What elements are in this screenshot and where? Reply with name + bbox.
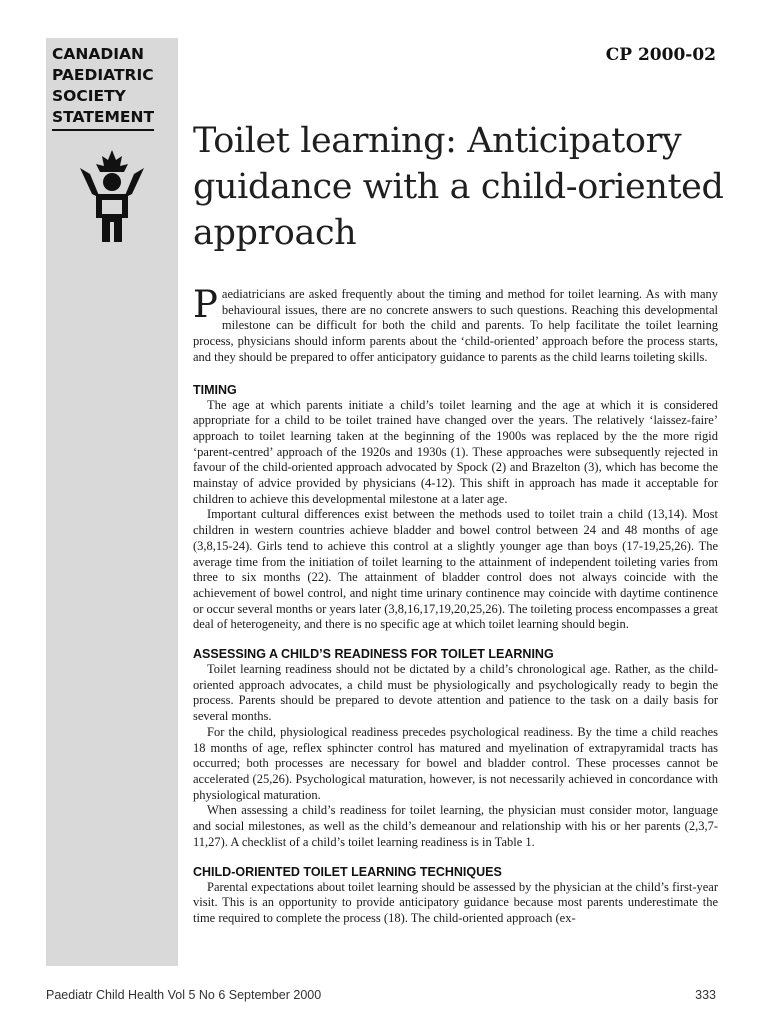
section-heading-techniques: CHILD-ORIENTED TOILET LEARNING TECHNIQUES [193, 864, 502, 879]
body-paragraph: Parental expectations about toilet learning should be assessed by the physician at the child’s first-year visit. This is an opportunity to provide anticipatory guidance because most parents underestimate the time required to complete the process (18). The child-oriented approach (ex- [193, 879, 718, 925]
section-heading-timing: TIMING [193, 382, 237, 397]
body-paragraph: When assessing a child’s readiness for toilet learning, the physician must consider motor, language and social milestones, as well as the child’s demeanour and relationship with his or her parents (2,3,7-11,27). A checklist of a child’s toilet learning readiness is in Table 1. [193, 803, 718, 849]
article-body [193, 283, 718, 927]
body-paragraph: Important cultural differences exist between the methods used to toilet train a child (13,14). Most children in western countries achieve bladder and bowel control between 24 and 48 months of age (3,8,15-24). Girls tend to achieve this control at a slightly younger age than boys (17-19,25,26). The average time from the initiation of toilet learning to the attainment of independent toileting varies from three to six months (22). The attainment of bladder control does not always coincide with the achievement of bowel control, and night time urinary continence may coincide with daytime continence or occur several months or years later (3,8,16,17,19,20,25,26). The toileting process encompasses a great deal of heterogeneity, and there is no specific age at which toilet learning should begin. [193, 507, 718, 632]
society-statement-label [52, 44, 176, 131]
society-line: STATEMENT [52, 107, 154, 131]
maple-leaf-child-icon [70, 148, 154, 248]
journal-citation: Paediatr Child Health Vol 5 No 6 September 2000 [46, 988, 322, 1002]
society-line: CANADIAN [52, 45, 144, 63]
intro-text: aediatricians are asked frequently about the timing and method for toilet learning. As with many behavioural issues, there are no concrete answers to such questions. Reaching this developmental milestone can be difficult for both the child and parents. To help facilitate the toilet learning process, physicians should inform parents about the ‘child-oriented’ approach before the process starts, and they should be prepared to offer anticipatory guidance to parents as the child learns toileting skills. [193, 287, 718, 364]
body-paragraph: Toilet learning readiness should not be dictated by a child’s chronological age. Rather, as the child-oriented approach advocates, a child must be physiologically and psychologically ready to begin the process. Parents should be prepared to devote attention and patience to the task on a daily basis for several months. [193, 662, 718, 724]
document-code: CP 2000-02 [605, 45, 716, 65]
body-paragraph: For the child, physiological readiness precedes psychological readiness. By the time a child reaches 18 months of age, reflex sphincter control has matured and myelination of extrapyramidal tracts has occurred; both processes are necessary for bowel and bladder control. These processes cannot be accelerated (25,26). Psychological maturation, however, is not necessarily achieved in concordance with physiological maturation. [193, 724, 718, 802]
drop-cap: P [193, 283, 218, 326]
society-line: SOCIETY [52, 87, 126, 105]
body-paragraph: The age at which parents initiate a child’s toilet learning and the age at which it is considered appropriate for a child to be toilet trained have changed over the years. The relatively ‘laissez-faire’ approach to toilet learning taken at the beginning of the 1900s was replaced by the the more rigid ‘parent-centred’ approach of the 1920s and 1930s (1). These approaches were subsequently rejected in favour of the child-oriented approach advocated by Spock (2) and Brazelton (3), which has become the mainstay of advice provided by physicians (4-12). This shift in approach has made it acceptable for children to achieve this developmental milestone at a later age. [193, 397, 718, 506]
section-heading-readiness: ASSESSING A CHILD’S READINESS FOR TOILET LEARNING [193, 647, 554, 662]
society-line: PAEDIATRIC [52, 66, 154, 84]
page-number: 333 [695, 988, 716, 1002]
intro-paragraph [193, 283, 718, 366]
article-title: Toilet learning: Anticipatory guidance with a child-oriented approach [193, 121, 724, 253]
